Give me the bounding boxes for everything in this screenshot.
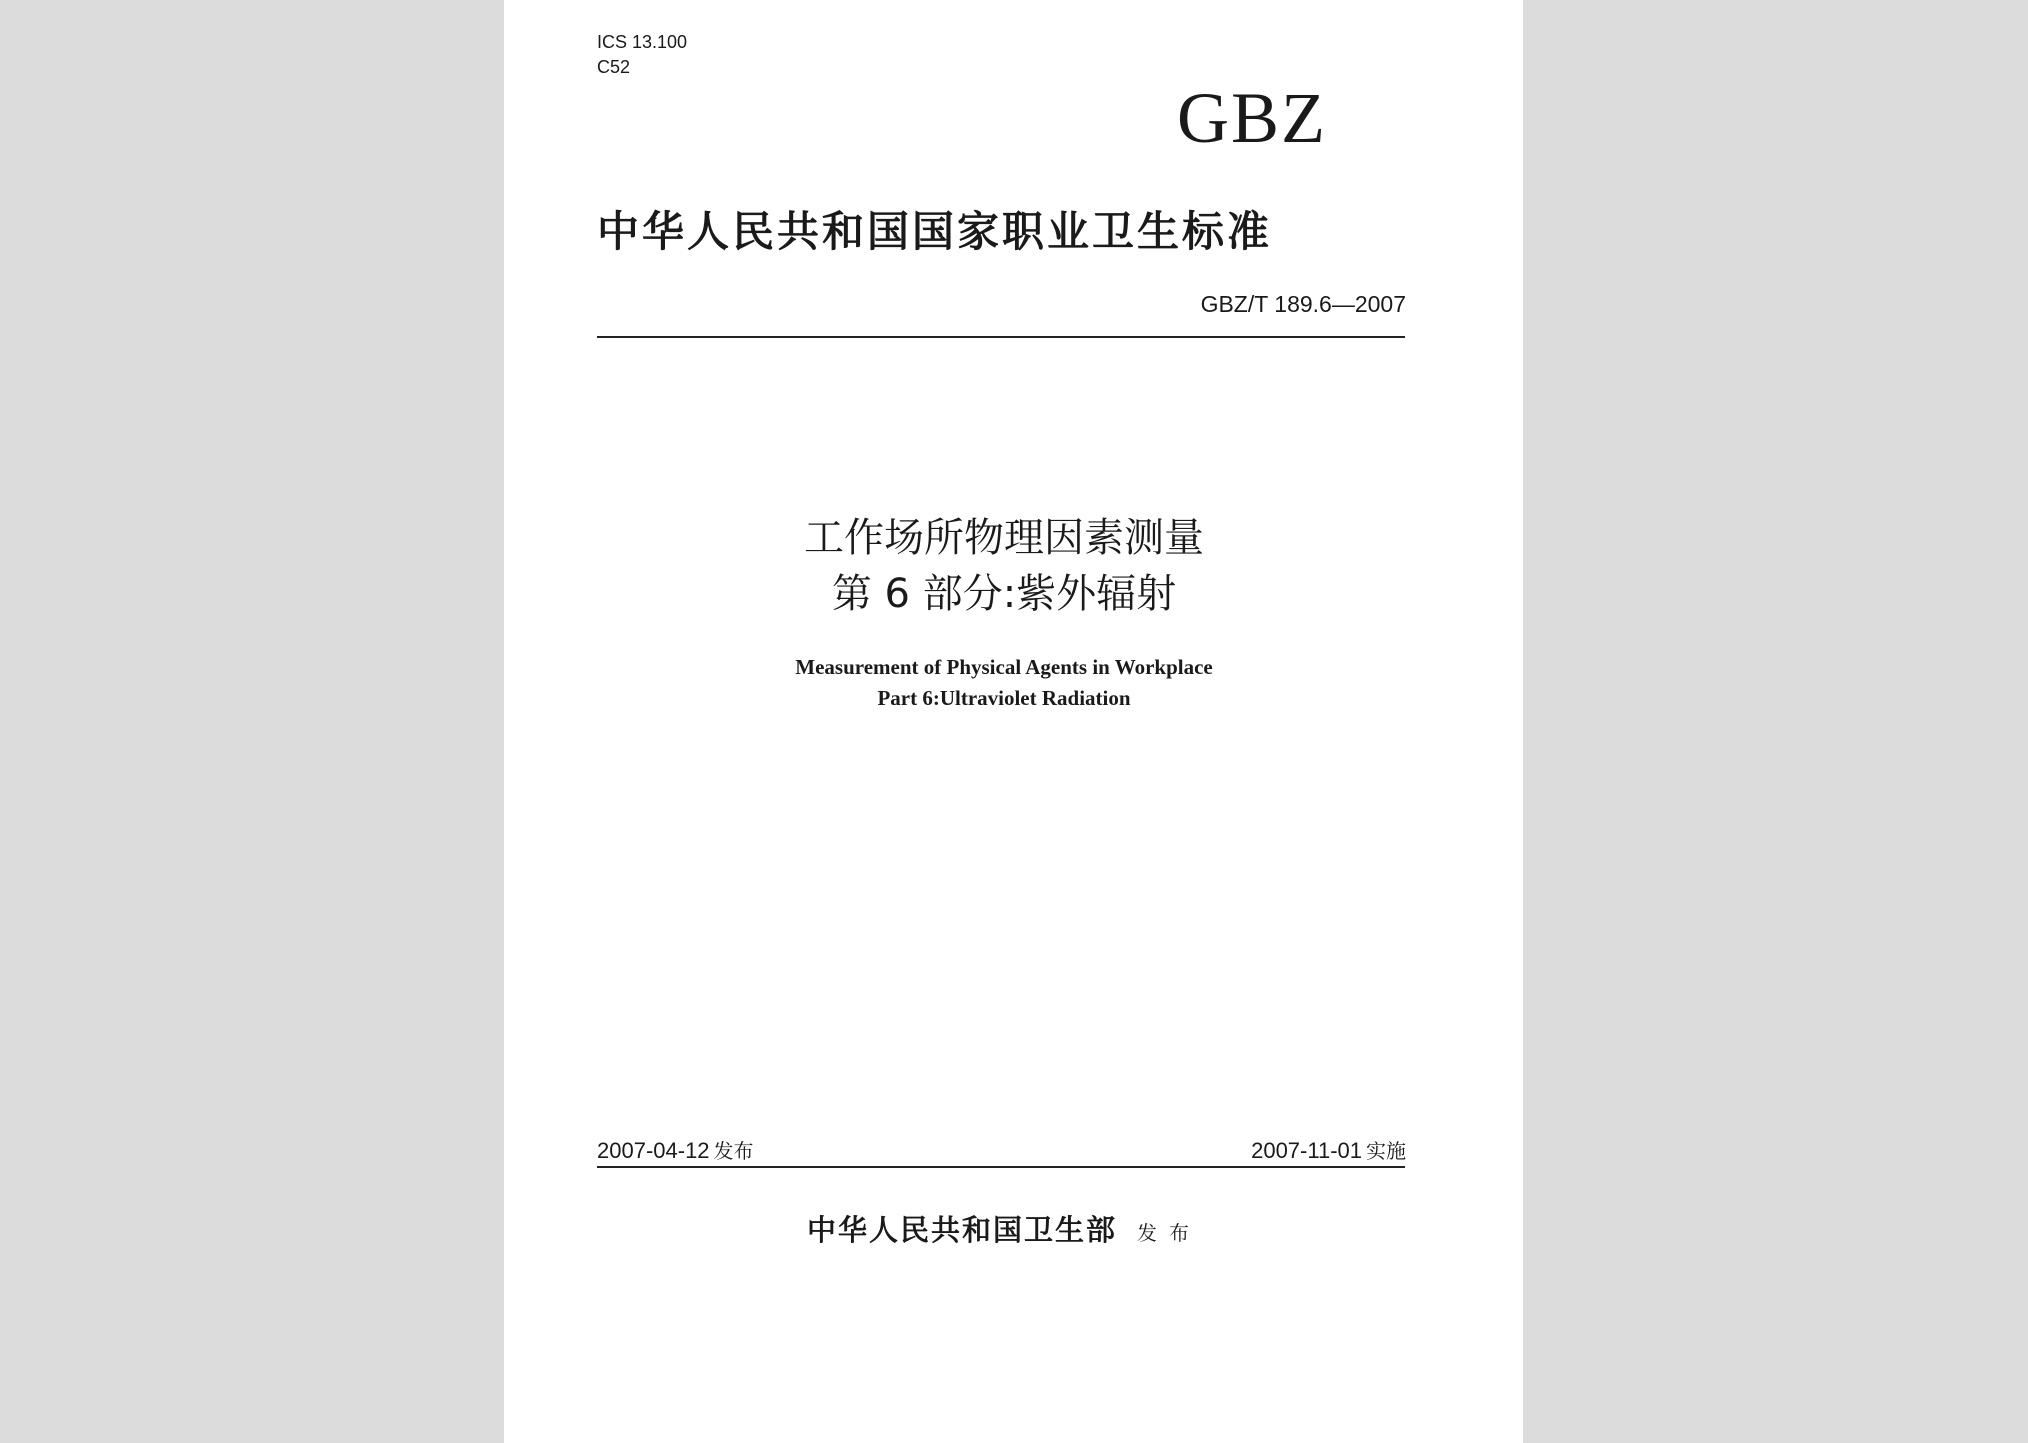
english-title-line-1: Measurement of Physical Agents in Workplace [795, 655, 1213, 679]
chinese-title [504, 510, 1504, 622]
gbz-logo: GBZ [1177, 78, 1327, 158]
issue-label: 发布 [713, 1141, 754, 1163]
issuer-action: 发布 [1137, 1221, 1201, 1245]
issuer-line [504, 1210, 1504, 1256]
document-page [504, 0, 1523, 1443]
chinese-title-line-2: 第 6 部分:紫外辐射 [831, 571, 1177, 617]
ics-code: ICS 13.100 [597, 32, 688, 52]
standard-code: GBZ/T 189.6—2007 [1200, 291, 1406, 317]
english-title [504, 652, 1504, 714]
effective-date-block [1251, 1136, 1406, 1167]
classification-codes [597, 30, 687, 80]
issue-date: 2007-04-12 [597, 1138, 710, 1163]
issuer-name: 中华人民共和国卫生部 [806, 1213, 1117, 1247]
header-divider [597, 336, 1405, 338]
effective-label: 实施 [1366, 1141, 1406, 1163]
ccs-code: C52 [597, 57, 631, 77]
english-title-line-2: Part 6:Ultraviolet Radiation [877, 686, 1131, 710]
effective-date: 2007-11-01 [1251, 1138, 1362, 1163]
footer-divider [597, 1166, 1405, 1168]
standard-type-title: 中华人民共和国国家职业卫生标准 [597, 207, 1273, 256]
issue-date-block [597, 1136, 754, 1167]
chinese-title-line-1: 工作场所物理因素测量 [804, 515, 1204, 561]
